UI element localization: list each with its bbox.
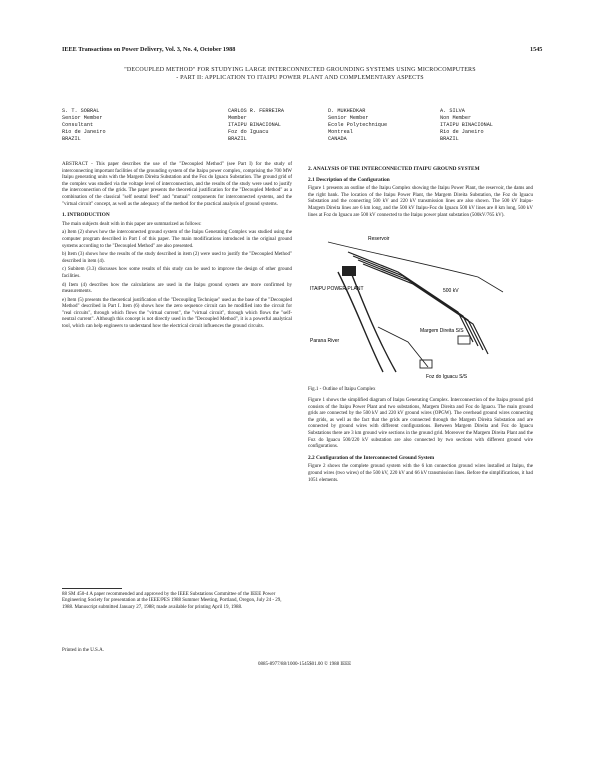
author-affiliation: ITAIPU BINACIONAL — [228, 122, 281, 128]
author-affiliation: BRAZIL — [228, 136, 247, 142]
author-block-2 — [228, 108, 284, 143]
author-affiliation: ITAIPU BINACIONAL — [440, 122, 493, 128]
author-name: S. T. SOBRAL — [62, 108, 100, 114]
printed-note: Printed in the U.S.A. — [62, 648, 104, 653]
body-paragraph: Figure 1 shows the simplified diagram of Itaipu Generating Complex. Interconnection of the Itaipu ground grid consists of the Itaipu Power Plant and two substations, Margem Direita and Foz do Iguacu. The main ground grids are connected by the 500 kV and 220 kV ground wires (OPGW). The overhead ground wires connecting the grids, as well as the fact that the grids are connected through the Margem Direita Substation and are connected by ground wires with different configurations. Between Margem Direita and Foz do Iguacu Substations there are 3 km ground wire sections in the ground grid. Moreover the Margem Direita Plant and the Foz do Iguacu 500/220 kV substation are also connected by two sections with different ground wire configurations. — [308, 398, 533, 450]
intro-paragraph: a) Item (2) shows how the interconnected ground system of the Itaipu Generating Complex was studied using the computer program described in Part I of this paper. The main modifications introduced in the original ground systems according to the "Decoupled Method" are also presented. — [62, 230, 292, 249]
author-affiliation: Senior Member — [62, 115, 103, 121]
journal-header: IEEE Transactions on Power Delivery, Vol. 3, No. 4, October 1988 — [62, 46, 236, 53]
foz-label: Foz do Iguacu S/S — [426, 374, 468, 380]
author-affiliation: Montreal — [328, 129, 353, 135]
line-label: 500 kV — [443, 288, 459, 294]
right-column-bottom — [308, 398, 533, 486]
author-affiliation: Foz do Iguacu — [228, 129, 269, 135]
intro-paragraph: e) Item (5) presents the theoretical justification of the "Decoupling Technique" used as the base of the "Decoupled Method" described in Part I. Item (6) shows how the zero sequence circuit can be modified into the circuit for "real circuits", through which flows the "virtual current", the "virtual circuit", through which flows the "self-neutral current". Although this concept is not directly used in the "Decoupled Method", it is a powerful analytical tool, which can help engineers to understand how the electrical circuit influences the ground circuits. — [62, 297, 292, 330]
margem-label: Margem Direita S/S — [420, 328, 464, 334]
paper-title — [60, 66, 540, 82]
right-column-top — [308, 162, 533, 221]
author-affiliation: Consultant — [62, 122, 94, 128]
title-line-2: - PART II: APPLICATION TO ITAIPU POWER PLANT AND COMPLEMENTARY ASPECTS — [176, 75, 424, 81]
author-affiliation: BRAZIL — [62, 136, 81, 142]
author-affiliation: Senior Member — [328, 115, 369, 121]
author-block-1 — [62, 108, 106, 143]
body-paragraph: Figure 2 shows the complete ground system with the 6 km connection ground wires installed at Itaipu, the ground wires (two wires) of the 500 kV, 220 kV and 66 kV transmission lines. Before the simplifications, it had 1051 elements. — [308, 464, 533, 483]
abstract: ABSTRACT - This paper describes the use of the "Decoupled Method" (see Part I) for the study of interconnecting important facilities of the grounding system of the Itaipu power complex, comprising the 700 MW Itaipu generating units with the Margem Direita Substation and the Foz do Iguacu Substation. The ground grid of the complex was studied via the voltage level of interconnection, and the results of the study were used to justify the interconnection of the grids. The paper presents the theoretical justification for the "Decoupled Method" as a combination of the classical "self neutral feed" and "mutual" components for interconnected systems, and the "virtual circuit" concept, as well as the adequacy of the method for the practical analysis of ground systems. — [62, 162, 292, 207]
intro-paragraph: b) Item (3) shows how the results of the study described in item (2) were used to justify the "Decoupled Method" described in item (4). — [62, 252, 292, 264]
subsection-heading-2-1: 2.1 Description of the Configuration — [308, 176, 390, 183]
footnote: 88 SM 450-4 A paper recommended and approved by the IEEE Substations Committee of the IEEE Power Engineering Society for presentation at the IEEE/PES 1988 Summer Meeting, Portland, Oregon, July 24 - 29, 1988. Manuscript submitted January 27, 1988; made available for printing April 19, 1988. — [62, 592, 282, 610]
reservoir-label: Reservoir — [368, 236, 390, 242]
author-affiliation: Rio de Janeiro — [440, 129, 484, 135]
substation-mark — [458, 336, 470, 344]
river-label: Parana River — [310, 338, 340, 344]
transmission-line — [363, 264, 488, 354]
section-heading-analysis: 2. ANALYSIS OF THE INTERCONNECTED ITAIPU GROUND SYSTEM — [308, 166, 480, 172]
subsection-heading-2-2: 2.2 Configuration of the Interconnected Ground System — [308, 454, 435, 461]
author-affiliation: Non Member — [440, 115, 472, 121]
copyright-code: 0885-8977/88/1000-1545$01.00 © 1988 IEEE — [258, 662, 352, 667]
page-number: 1545 — [530, 46, 543, 53]
body-paragraph: Figure 1 presents an outline of the Itaipu Complex showing the Itaipu Power Plant, the reservoir, the dams and the right bank. The location of the Itaipu Power Plant, the Margem Direita Substation, the Foz do Iguacu Substation and the connecting 500 kV and 220 kV transmission lines are also shown. The 500 kV Itaipu-Margem Direita lines are 6 km long, and the 500 kV Itaipu-Foz do Iguacu 500 kV lines are 8 km long, 500 kV lines at Foz do Iguacu are 500 kV connected to the Itaipu power plant substation (500kV/765 kV). — [308, 186, 533, 218]
author-affiliation: Rio de Janeiro — [62, 129, 106, 135]
author-affiliation: CANADA — [328, 136, 347, 142]
left-column — [62, 162, 292, 333]
power-plant-mark — [342, 266, 356, 276]
author-name: D. MUKHEDKAR — [328, 108, 366, 114]
author-affiliation: Ecole Polytechnique — [328, 122, 388, 128]
author-block-4 — [440, 108, 493, 143]
author-block-3 — [328, 108, 387, 143]
author-name: A. SILVA — [440, 108, 465, 114]
intro-paragraph: c) Subitem (3.3) discusses how some results of this study can be used to improve the design of other ground facilities. — [62, 267, 292, 279]
footnote-rule — [62, 588, 122, 589]
author-affiliation: Member — [228, 115, 247, 121]
author-affiliation: BRAZIL — [440, 136, 459, 142]
itaipu-label: ITAIPU POWER PLANT — [310, 286, 364, 292]
itaipu-complex-figure — [308, 232, 513, 382]
author-name: CARLOS R. FERREIRA — [228, 108, 285, 114]
intro-paragraph: d) Item (4) describes how the calculations are used in the Itaipu ground system are more confirmed by measurements. — [62, 282, 292, 295]
figure-caption: Fig.1 - Outline of Itaipu Complex — [308, 387, 376, 392]
section-heading-introduction: 1. INTRODUCTION — [62, 212, 110, 219]
title-line-1: "DECOUPLED METHOD" FOR STUDYING LARGE INTERCONNECTED GROUNDING SYSTEMS USING MICROCOMPUTERS — [124, 67, 476, 73]
intro-paragraph: The main subjects dealt with in this paper are summarized as follows: — [62, 221, 202, 227]
